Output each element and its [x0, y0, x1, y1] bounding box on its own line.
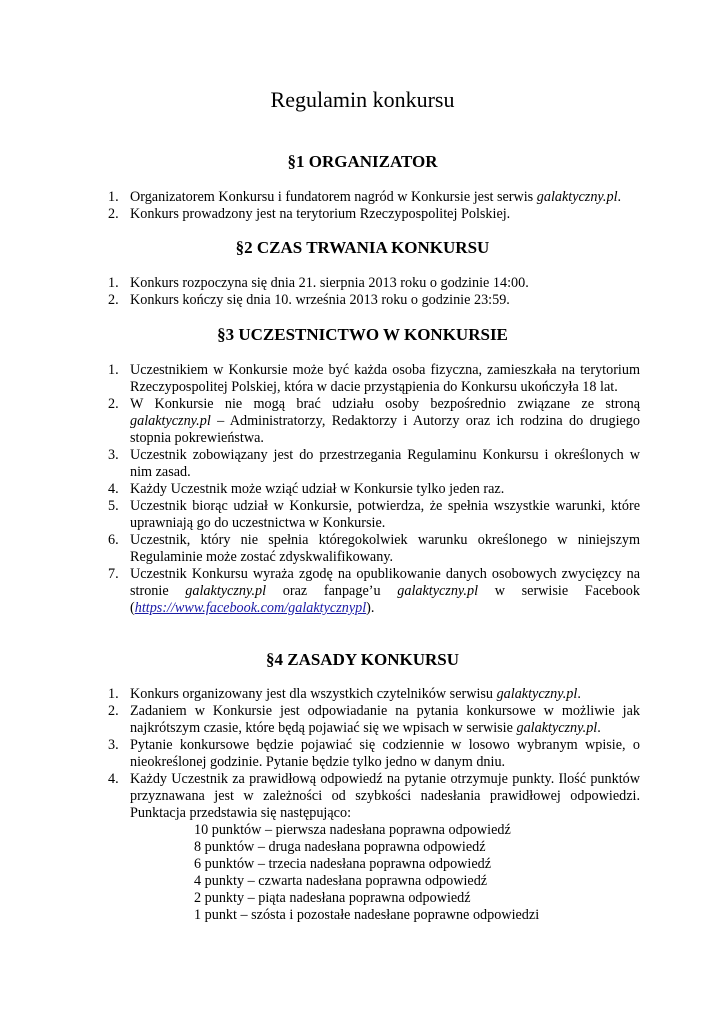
points-row: 10 punktów – pierwsza nadesłana poprawna odpowiedź — [194, 822, 511, 838]
section-1-list — [108, 189, 640, 223]
points-row: 8 punktów – druga nadesłana poprawna odpowiedź — [194, 839, 486, 855]
list-item: 1. Konkurs rozpoczyna się dnia 21. sierpnia 2013 roku o godzinie 14:00. — [108, 275, 529, 291]
section-4-heading: §4 ZASADY KONKURSU — [265, 650, 459, 669]
points-row: 4 punkty – czwarta nadesłana poprawna odpowiedź — [194, 873, 488, 889]
document-title: Regulamin konkursu — [270, 87, 455, 112]
points-row: 6 punktów – trzecia nadesłana poprawna odpowiedź — [194, 856, 492, 872]
list-item: 4. Każdy Uczestnik może wziąć udział w Konkursie tylko jeden raz. — [108, 481, 505, 497]
section-1-heading: §1 ORGANIZATOR — [287, 152, 438, 171]
list-item: 1. Konkurs organizowany jest dla wszystkich czytelników serwisu galaktyczny.pl. — [108, 686, 581, 702]
list-item: 2. W Konkursie nie mogą brać udziału osoby bezpośrednio związane ze stroną galaktyczny.pl – Administratorzy, Redaktorzy i Autorzy oraz ich rodzina do drugiego stopnia pokrewieństwa. — [108, 396, 640, 446]
points-row: 2 punkty – piąta nadesłana poprawna odpowiedź — [194, 890, 471, 906]
section-3-list — [108, 362, 640, 617]
list-item: 5. Uczestnik biorąc udział w Konkursie, potwierdza, że spełnia wszystkie warunki, które uprawniają go do uczestnictwa w Konkursie. — [108, 498, 640, 531]
list-item: 4. Każdy Uczestnik za prawidłową odpowiedź na pytanie otrzymuje punkty. Ilość punktów przyznawana jest w zależności od szybkości nadesłania prawidłowej odpowiedzi. Punktacja przedstawia się następująco: 10 punktów – pierwsza nadesłana poprawna odpowiedź 8 punktów – druga nadesłana poprawna odpowiedź 6 punktów – trzecia nadesłana poprawna odpowiedź 4 punkty – czwarta nadesłana poprawna odpowiedź 2 punkty – piąta nadesłana poprawna odpowiedź 1 punkt – szósta i pozostałe nadesłane poprawne odpowiedzi — [108, 771, 640, 923]
list-item: 7. Uczestnik Konkursu wyraża zgodę na opublikowanie danych osobowych zwycięzcy na stronie galaktyczny.pl oraz fanpage’u galaktyczny.pl w serwisie Facebook (https://www.facebook.com/galaktycznypl). — [108, 566, 640, 616]
list-item: 2. Konkurs kończy się dnia 10. września 2013 roku o godzinie 23:59. — [108, 292, 510, 308]
section-2-heading: §2 CZAS TRWANIA KONKURSU — [235, 238, 490, 257]
section-3-heading: §3 UCZESTNICTWO W KONKURSIE — [217, 325, 508, 344]
list-item: 6. Uczestnik, który nie spełnia któregokolwiek warunku określonego w niniejszym Regulaminie może zostać zdyskwalifikowany. — [108, 532, 640, 565]
section-4-list — [108, 686, 640, 924]
list-item: 3. Uczestnik zobowiązany jest do przestrzegania Regulaminu Konkursu i określonych w nim zasad. — [108, 447, 640, 480]
list-item: 1. Organizatorem Konkursu i fundatorem nagród w Konkursie jest serwis galaktyczny.pl. — [108, 189, 622, 205]
list-item: 3. Pytanie konkursowe będzie pojawiać się codziennie w losowo wybranym wpisie, o nieokreślonej godzinie. Pytanie będzie tylko jedno w danym dniu. — [108, 737, 640, 770]
facebook-link[interactable]: https://www.facebook.com/galaktycznypl — [134, 600, 367, 616]
points-row: 1 punkt – szósta i pozostałe nadesłane poprawne odpowiedzi — [194, 907, 540, 923]
list-item: 2. Konkurs prowadzony jest na terytorium Rzeczypospolitej Polskiej. — [108, 206, 511, 222]
list-item: 2. Zadaniem w Konkursie jest odpowiadanie na pytania konkursowe w możliwie jak najkrótszym czasie, które będą pojawiać się we wpisach w serwisie galaktyczny.pl. — [108, 703, 640, 736]
section-2-list — [108, 275, 640, 309]
points-table — [130, 822, 640, 924]
list-item: 1. Uczestnikiem w Konkursie może być każda osoba fizyczna, zamieszkała na terytorium Rzeczypospolitej Polskiej, która w dacie przystąpienia do Konkursu ukończyła 18 lat. — [108, 362, 640, 395]
